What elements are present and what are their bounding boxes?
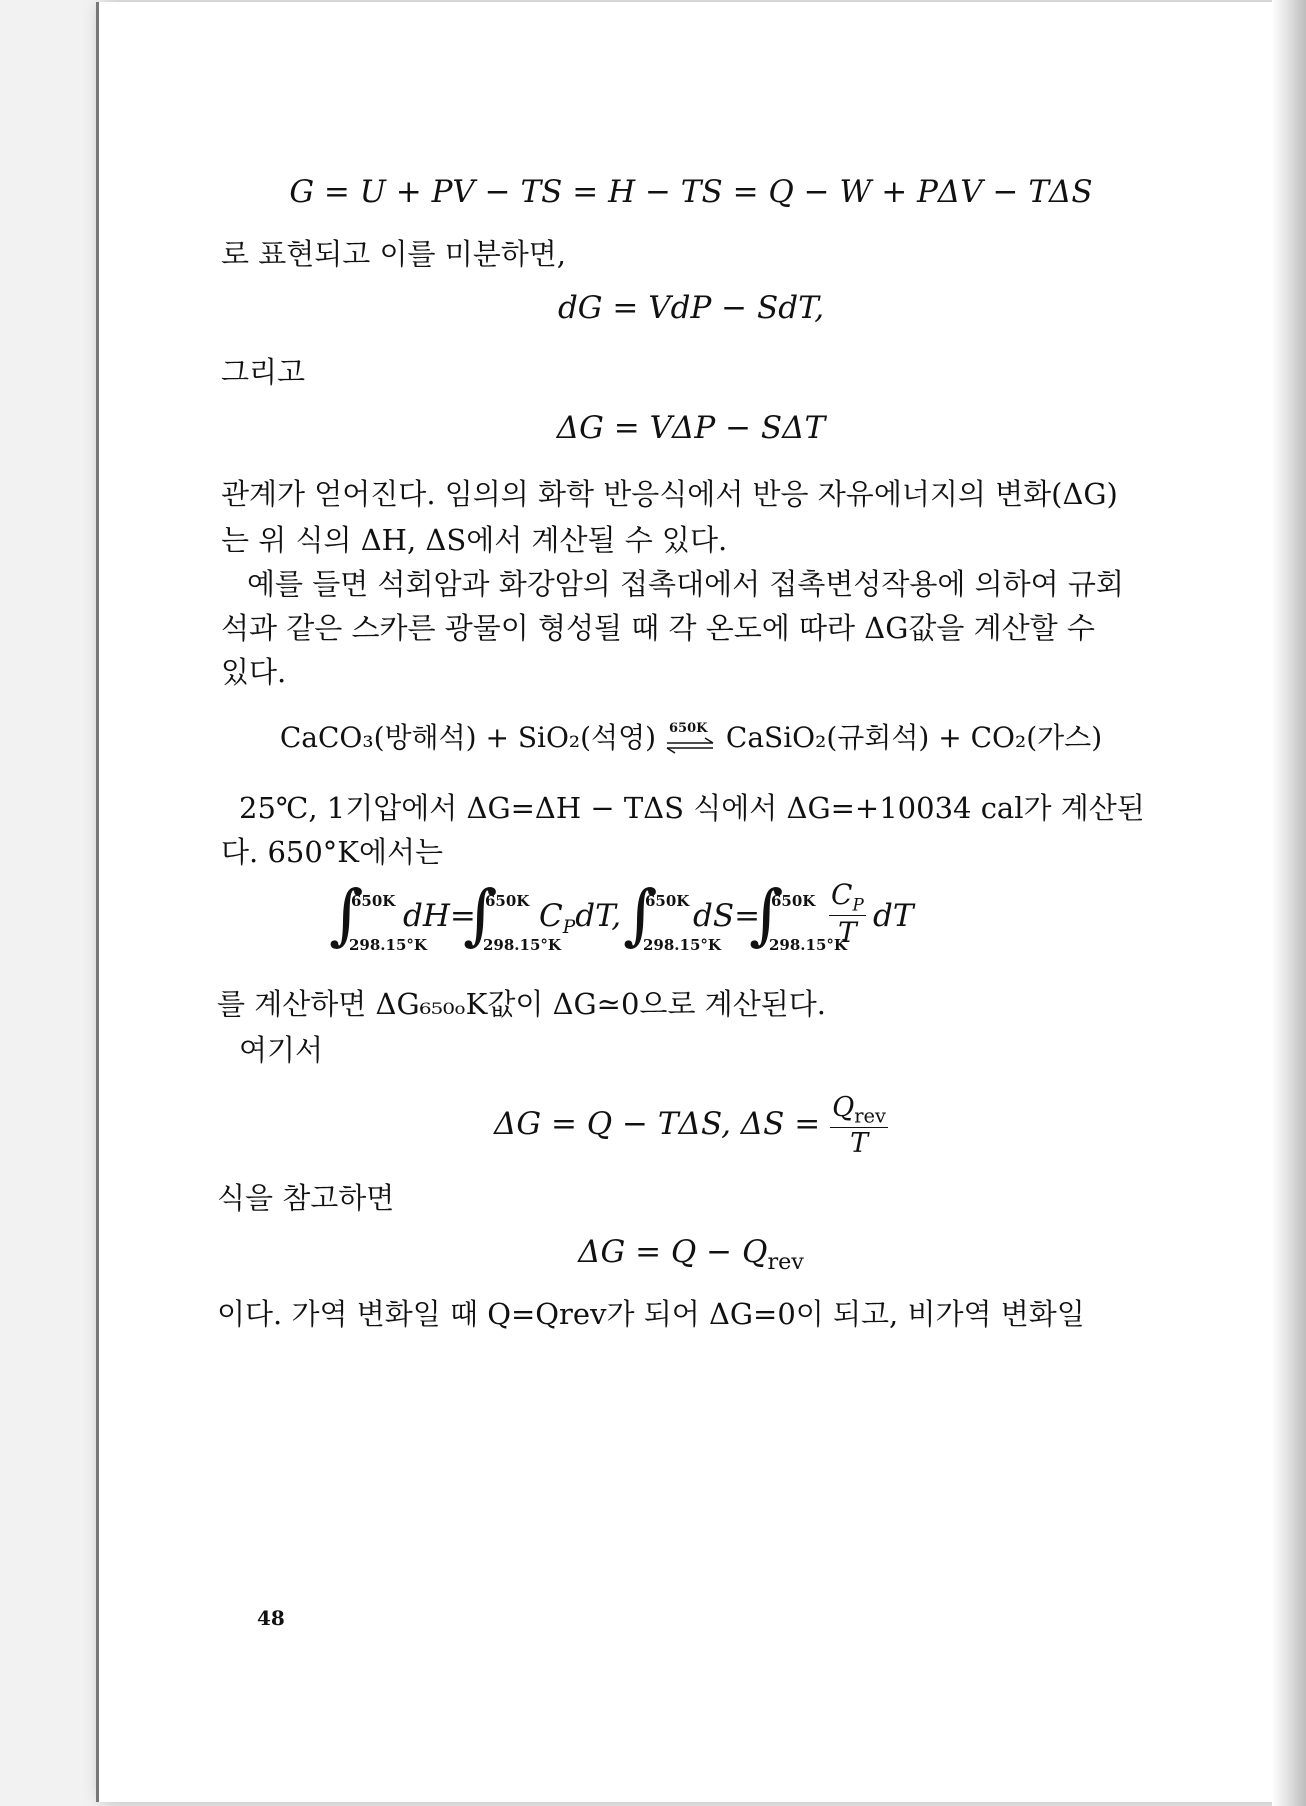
paragraph-line: 다. 650°K에서는 xyxy=(221,835,444,869)
paragraph-line: 관계가 얻어진다. 임의의 화학 반응식에서 반응 자유에너지의 변화(ΔG) xyxy=(221,477,1118,511)
paragraph-line: 는 위 식의 ΔH, ΔS에서 계산될 수 있다. xyxy=(221,523,728,557)
equation-dG-differential: dG = VdP − SdT, xyxy=(557,290,825,326)
page-number: 48 xyxy=(257,1606,285,1630)
paragraph-line: 식을 참고하면 xyxy=(217,1181,395,1215)
integral-tail: dT xyxy=(873,898,914,934)
equation-delta-G-Qrev xyxy=(99,1092,1283,1159)
paragraph-line: 여기서 xyxy=(239,1033,324,1067)
paragraph-line: 25℃, 1기압에서 ΔG=ΔH − TΔS 식에서 ΔG=+10034 cal가 계산된 xyxy=(239,791,1145,825)
fraction-Cp-T: $\frac{C_P}{T}$ xyxy=(831,878,864,949)
integral-lower-limit: 298.15°K xyxy=(483,936,561,954)
paragraph-line: 있다. xyxy=(221,655,287,689)
equation-left: ΔG = Q − TΔS, ΔS = xyxy=(493,1106,821,1143)
paragraph-line: 를 계산하면 ΔG₆₅₀ₒK값이 ΔG≃0으로 계산된다. xyxy=(217,987,826,1021)
paragraph-line: 로 표현되고 이를 미분하면, xyxy=(221,237,567,271)
equilibrium-arrow-icon xyxy=(665,725,717,755)
integral-body: dS= xyxy=(693,898,761,934)
reaction-products: CaSiO₂(규회석) + CO₂(가스) xyxy=(725,721,1103,754)
integral-body: dH= xyxy=(403,898,476,934)
integral-body: $C_PdT$, xyxy=(539,898,622,939)
paragraph-line: 그리고 xyxy=(221,355,306,389)
equation-delta-G: ΔG = VΔP − SΔT xyxy=(556,410,826,446)
integral-upper-limit: 650K xyxy=(351,892,396,910)
paragraph-line: 석과 같은 스카른 광물이 형성될 때 각 온도에 따라 ΔG값을 계산할 수 xyxy=(221,611,1095,645)
book-page xyxy=(96,2,1283,1802)
integral-upper-limit: 650K xyxy=(485,892,530,910)
integral-upper-limit: 650K xyxy=(645,892,690,910)
paragraph-line: 예를 들면 석회암과 화강암의 접촉대에서 접촉변성작용에 의하여 규회 xyxy=(247,567,1124,601)
equation-gibbs-definition: G = U + PV − TS = H − TS = Q − W + PΔV − TΔS xyxy=(289,174,1093,210)
integral-lower-limit: 298.15°K xyxy=(349,936,427,954)
reaction-condition: 650K xyxy=(669,720,708,736)
equation-delta-G-Q-minus-Qrev: $\Delta G = Q - Q_{rev}$ xyxy=(578,1234,804,1276)
page-edge-shadow xyxy=(1272,0,1306,1806)
integral-lower-limit: 298.15°K xyxy=(643,936,721,954)
reaction-reactants: CaCO₃(방해석) + SiO₂(석영) xyxy=(279,721,657,754)
integral-upper-limit: 650K xyxy=(771,892,816,910)
paragraph-line: 이다. 가역 변화일 때 Q=Qrev가 되어 ΔG=0이 되고, 비가역 변화일 xyxy=(217,1297,1085,1331)
equilibrium-arrow xyxy=(665,720,717,755)
integrals-row: ∫ 650K 298.15°K dH= ∫ 650K 298.15°K $C_PdT$, ∫ 650K 298.15°K dS= ∫ 650K 298.15°K $\frac{C_P}{T}$ dT xyxy=(329,876,914,954)
fraction-Qrev-T: $\frac{Q_{rev}}{T}$ xyxy=(832,1092,887,1160)
reaction-equation xyxy=(99,716,1283,756)
integral-lower-limit: 298.15°K xyxy=(769,936,847,954)
